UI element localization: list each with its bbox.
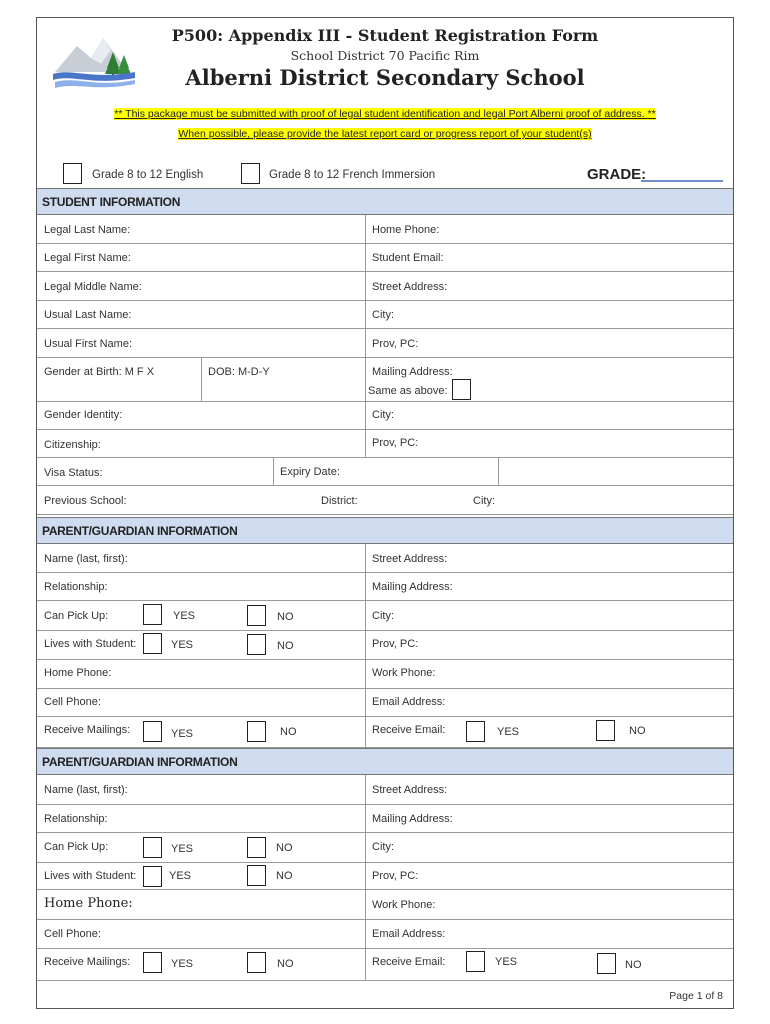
g2-email-yes-label: YES bbox=[495, 956, 518, 968]
g1-mailings-label: Receive Mailings: bbox=[44, 724, 131, 736]
table-row bbox=[37, 486, 733, 515]
table-row bbox=[37, 458, 733, 486]
g1-pickup-no-checkbox[interactable] bbox=[247, 605, 266, 626]
g2-lives-no-checkbox[interactable] bbox=[247, 865, 266, 886]
g1-mailings-no-label: NO bbox=[280, 726, 297, 738]
g1-receive-email-label: Receive Email: bbox=[372, 724, 446, 736]
column-divider bbox=[365, 215, 366, 458]
g2-email-field[interactable]: Email Address: bbox=[372, 928, 446, 940]
expiry-date-field[interactable]: Expiry Date: bbox=[280, 466, 340, 478]
home-phone-field[interactable]: Home Phone: bbox=[372, 224, 440, 236]
g1-email-yes-checkbox[interactable] bbox=[466, 721, 485, 742]
g1-mailings-yes-label: YES bbox=[171, 728, 194, 740]
g1-email-no-checkbox[interactable] bbox=[596, 720, 615, 741]
form-title: P500: Appendix III - Student Registration Form bbox=[171, 26, 599, 45]
g2-lives-label: Lives with Student: bbox=[44, 870, 137, 882]
g1-pickup-yes-label: YES bbox=[173, 610, 196, 622]
g2-cell-phone-field[interactable]: Cell Phone: bbox=[44, 928, 101, 940]
grade-label: GRADE: bbox=[587, 166, 647, 183]
page-number: Page 1 of 8 bbox=[669, 990, 723, 1002]
g1-street-field[interactable]: Street Address: bbox=[372, 553, 448, 565]
english-checkbox[interactable] bbox=[63, 163, 82, 184]
legal-middle-name-field[interactable]: Legal Middle Name: bbox=[44, 281, 142, 293]
prov-pc-field[interactable]: Prov, PC: bbox=[372, 338, 419, 350]
g2-street-field[interactable]: Street Address: bbox=[372, 784, 448, 796]
g1-lives-no-label: NO bbox=[277, 640, 294, 652]
g2-mailings-no-label: NO bbox=[277, 958, 294, 970]
legal-last-name-field[interactable]: Legal Last Name: bbox=[44, 224, 131, 236]
g2-email-no-label: NO bbox=[625, 959, 642, 971]
gender-at-birth-field[interactable]: Gender at Birth: M F X bbox=[44, 366, 155, 378]
visa-status-field[interactable]: Visa Status: bbox=[44, 467, 103, 479]
g1-lives-no-checkbox[interactable] bbox=[247, 634, 266, 655]
g1-email-yes-label: YES bbox=[497, 726, 520, 738]
g1-pickup-no-label: NO bbox=[277, 611, 294, 623]
g2-pickup-no-checkbox[interactable] bbox=[247, 837, 266, 858]
g2-mailings-yes-label: YES bbox=[171, 958, 194, 970]
previous-school-field[interactable]: Previous School: bbox=[44, 495, 127, 507]
g1-email-field[interactable]: Email Address: bbox=[372, 696, 446, 708]
g1-cell-phone-field[interactable]: Cell Phone: bbox=[44, 696, 101, 708]
g2-mailings-no-checkbox[interactable] bbox=[247, 952, 266, 973]
city-field[interactable]: City: bbox=[372, 309, 394, 321]
district-field[interactable]: District: bbox=[321, 495, 358, 507]
g1-mailings-yes-checkbox[interactable] bbox=[143, 721, 162, 742]
g1-home-phone-field[interactable]: Home Phone: bbox=[44, 667, 112, 679]
g2-work-phone-field[interactable]: Work Phone: bbox=[372, 899, 436, 911]
guardian-2-header: PARENT/GUARDIAN INFORMATION bbox=[37, 748, 733, 775]
g1-work-phone-field[interactable]: Work Phone: bbox=[372, 667, 436, 679]
g2-receive-email-label: Receive Email: bbox=[372, 956, 446, 968]
g2-pickup-yes-label: YES bbox=[171, 843, 194, 855]
g1-city-field[interactable]: City: bbox=[372, 610, 394, 622]
g2-lives-yes-checkbox[interactable] bbox=[143, 866, 162, 887]
student-info-header: STUDENT INFORMATION bbox=[37, 188, 733, 215]
g1-name-field[interactable]: Name (last, first): bbox=[44, 553, 128, 565]
district-name: School District 70 Pacific Rim bbox=[290, 48, 480, 63]
g2-pickup-yes-checkbox[interactable] bbox=[143, 837, 162, 858]
guardian-1-header: PARENT/GUARDIAN INFORMATION bbox=[37, 517, 733, 544]
same-as-above-checkbox[interactable] bbox=[452, 379, 471, 400]
g1-mailing-field[interactable]: Mailing Address: bbox=[372, 581, 453, 593]
g1-pickup-label: Can Pick Up: bbox=[44, 610, 109, 622]
g1-lives-label: Lives with Student: bbox=[44, 638, 137, 650]
usual-first-name-field[interactable]: Usual First Name: bbox=[44, 338, 133, 350]
mailing-city-field[interactable]: City: bbox=[372, 409, 394, 421]
mailing-prov-pc-field[interactable]: Prov, PC: bbox=[372, 437, 419, 449]
english-label: Grade 8 to 12 English bbox=[92, 169, 204, 181]
g1-lives-yes-checkbox[interactable] bbox=[143, 633, 162, 654]
g1-email-no-label: NO bbox=[629, 725, 646, 737]
g2-home-phone-field[interactable]: Home Phone: bbox=[44, 896, 133, 911]
g2-mailing-field[interactable]: Mailing Address: bbox=[372, 813, 453, 825]
previous-city-field[interactable]: City: bbox=[473, 495, 495, 507]
g2-prov-field[interactable]: Prov, PC: bbox=[372, 870, 419, 882]
column-divider bbox=[365, 544, 366, 748]
column-divider bbox=[498, 458, 499, 486]
g2-pickup-label: Can Pick Up: bbox=[44, 841, 109, 853]
g1-relationship-field[interactable]: Relationship: bbox=[44, 581, 108, 593]
g2-lives-no-label: NO bbox=[276, 870, 293, 882]
citizenship-field[interactable]: Citizenship: bbox=[44, 439, 101, 451]
g2-lives-yes-label: YES bbox=[169, 870, 192, 882]
gender-identity-field[interactable]: Gender Identity: bbox=[44, 409, 123, 421]
dob-field[interactable]: DOB: M-D-Y bbox=[208, 366, 270, 378]
notice-line-1: ** This package must be submitted with proof of legal student identification and legal Port Alberni proof of address. ** bbox=[114, 108, 656, 120]
g1-prov-field[interactable]: Prov, PC: bbox=[372, 638, 419, 650]
same-as-above-label: Same as above: bbox=[368, 385, 448, 397]
g2-email-no-checkbox[interactable] bbox=[597, 953, 616, 974]
g1-pickup-yes-checkbox[interactable] bbox=[143, 604, 162, 625]
legal-first-name-field[interactable]: Legal First Name: bbox=[44, 252, 131, 264]
column-divider bbox=[201, 358, 202, 402]
column-divider bbox=[365, 775, 366, 981]
g2-relationship-field[interactable]: Relationship: bbox=[44, 813, 108, 825]
usual-last-name-field[interactable]: Usual Last Name: bbox=[44, 309, 132, 321]
g2-mailings-yes-checkbox[interactable] bbox=[143, 952, 162, 973]
street-address-field[interactable]: Street Address: bbox=[372, 281, 448, 293]
french-immersion-label: Grade 8 to 12 French Immersion bbox=[269, 169, 436, 181]
column-divider bbox=[273, 458, 274, 486]
grade-field[interactable] bbox=[641, 180, 723, 182]
notice-line-2: When possible, please provide the latest report card or progress report of your student(s) bbox=[178, 128, 592, 140]
g2-email-yes-checkbox[interactable] bbox=[466, 951, 485, 972]
french-immersion-checkbox[interactable] bbox=[241, 163, 260, 184]
form-page bbox=[36, 17, 734, 1009]
school-name: Alberni District Secondary School bbox=[185, 65, 585, 90]
student-email-field[interactable]: Student Email: bbox=[372, 252, 444, 264]
g1-mailings-no-checkbox[interactable] bbox=[247, 721, 266, 742]
g2-name-field[interactable]: Name (last, first): bbox=[44, 784, 128, 796]
g2-city-field[interactable]: City: bbox=[372, 841, 394, 853]
g1-lives-yes-label: YES bbox=[171, 639, 194, 651]
g2-pickup-no-label: NO bbox=[276, 842, 293, 854]
mailing-address-field[interactable]: Mailing Address: bbox=[372, 366, 453, 378]
g2-mailings-label: Receive Mailings: bbox=[44, 956, 131, 968]
